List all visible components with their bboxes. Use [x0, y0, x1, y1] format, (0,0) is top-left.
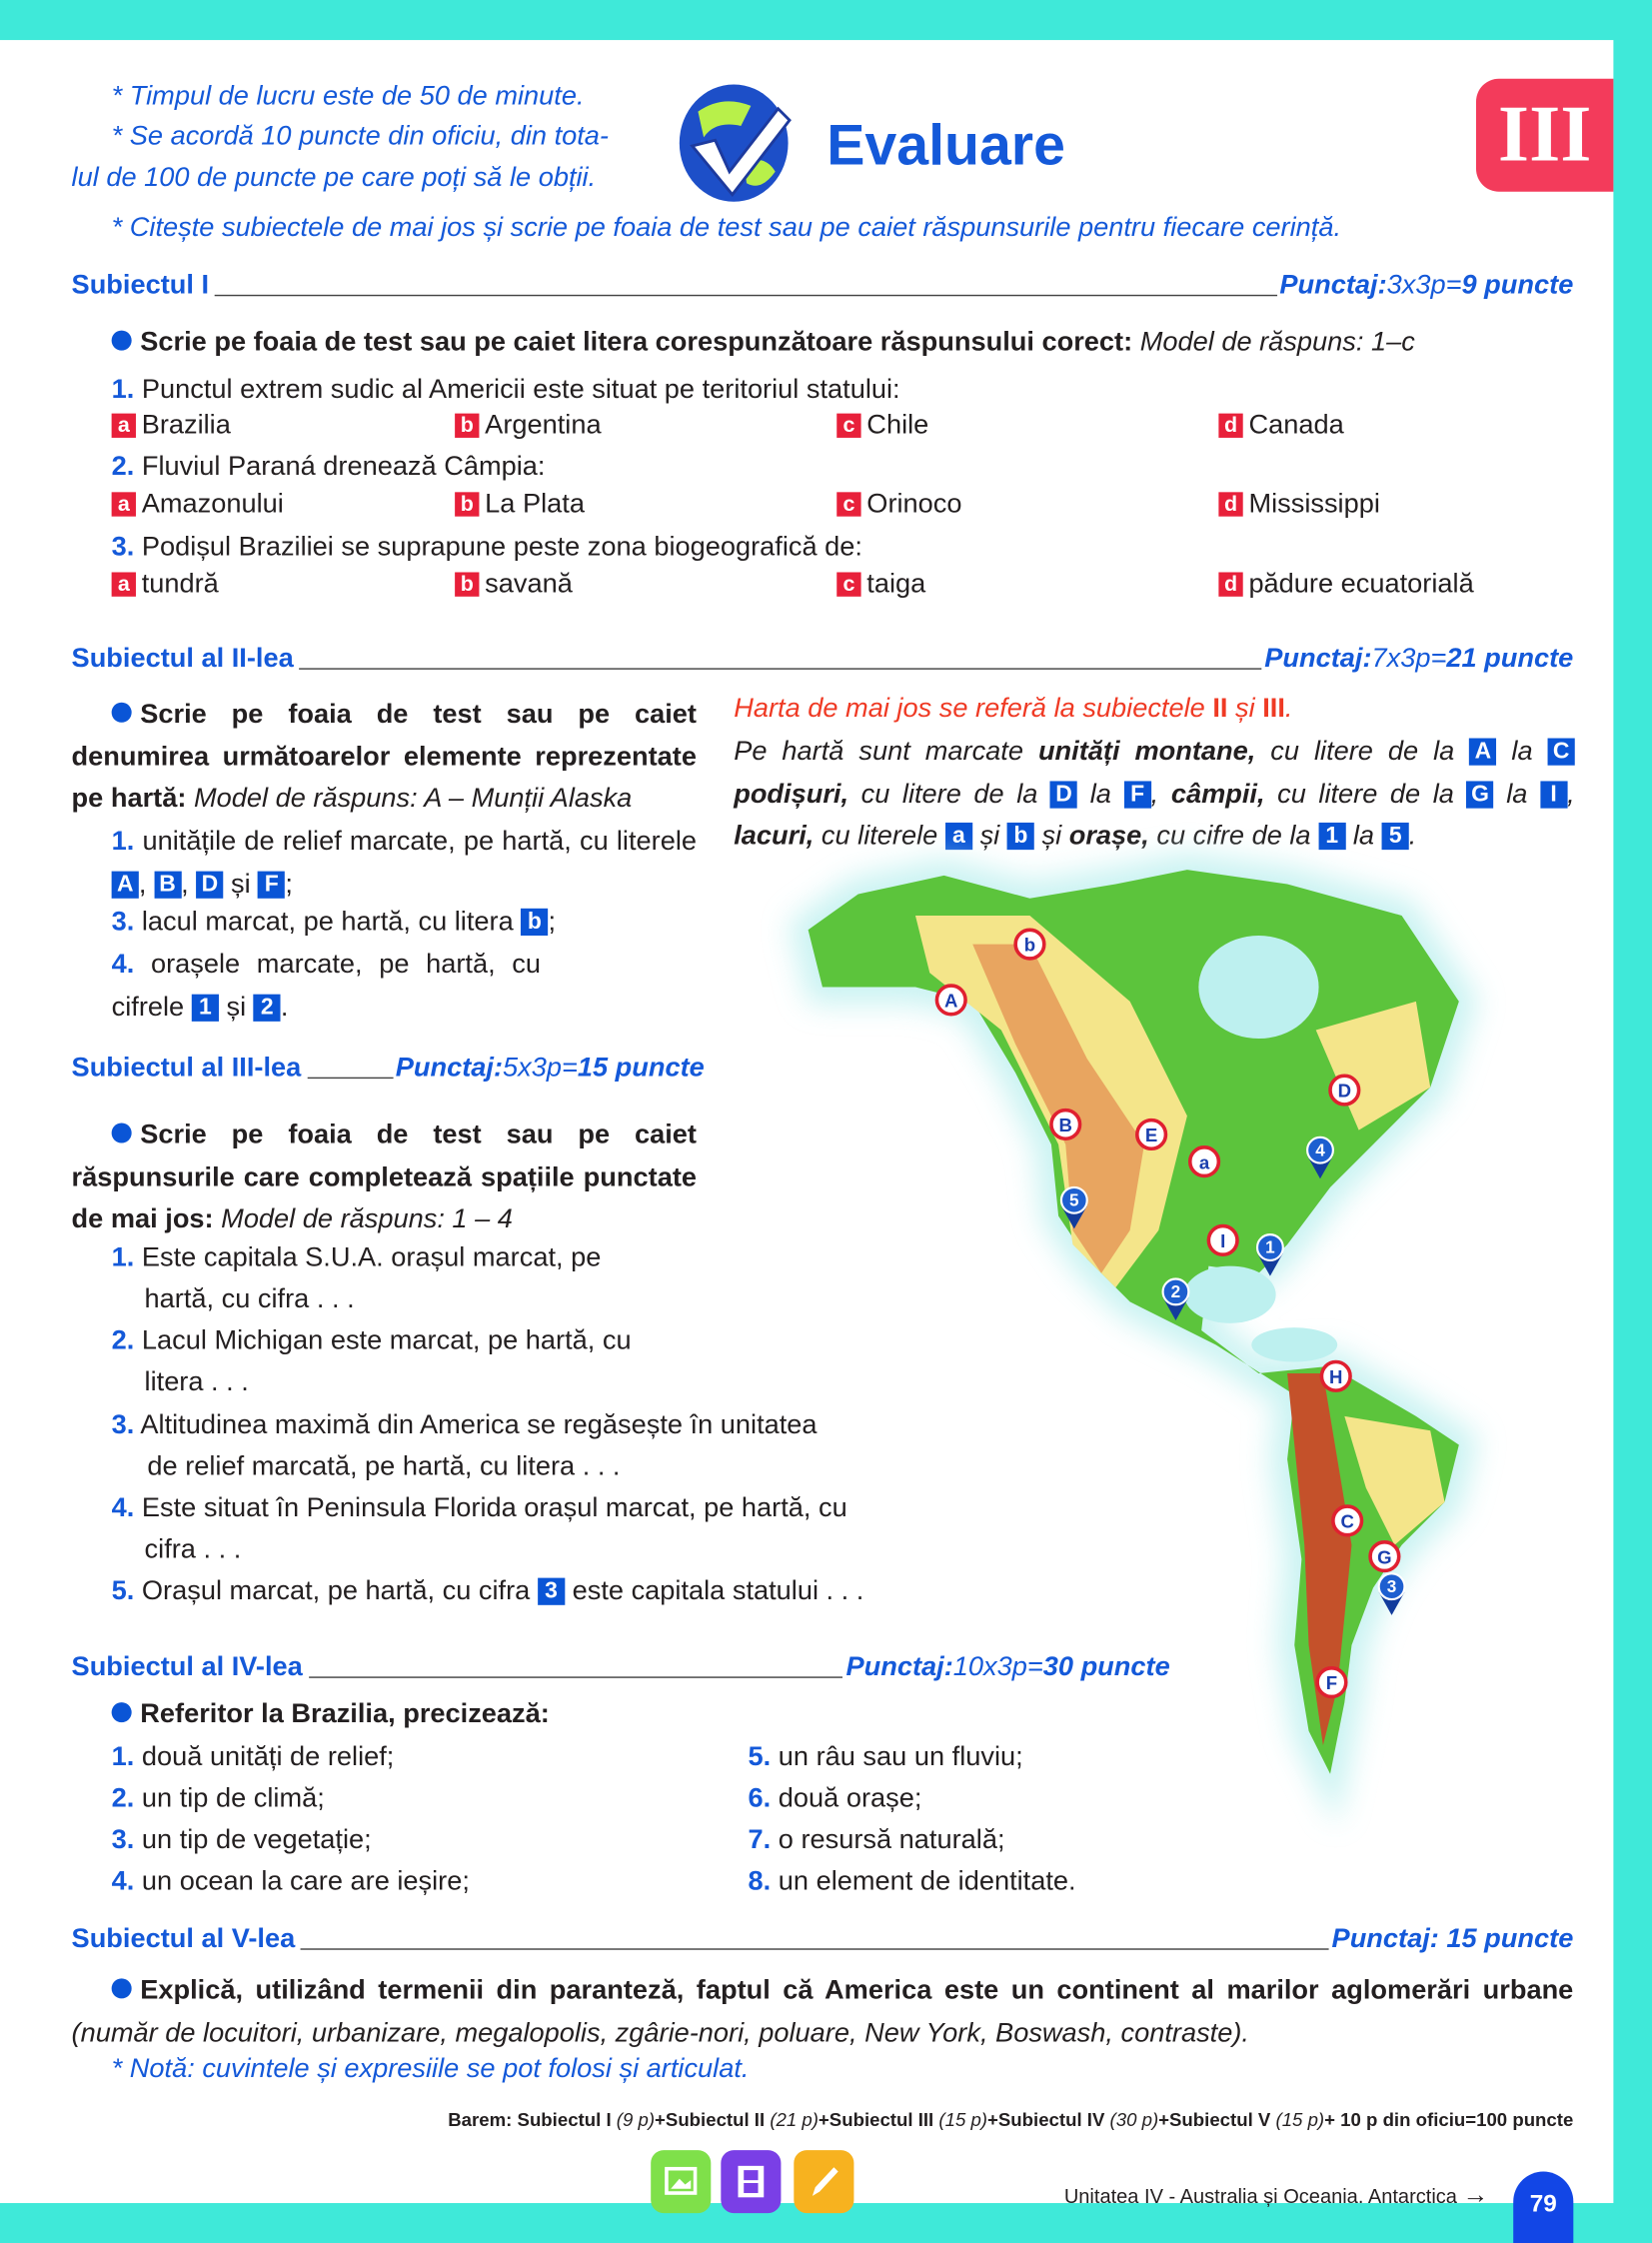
subject-4-item: [112, 1867, 470, 1898]
instruction-text: Explică, utilizând termenii din paranteză, faptul că America este un continent al marilor aglomerări urbane: [140, 1975, 1574, 2006]
key-badge: I: [1540, 781, 1567, 808]
svg-text:H: H: [1329, 1365, 1343, 1387]
option-text: Chile: [866, 410, 929, 441]
item-number: 3.: [111, 1410, 135, 1441]
marker-E: [1137, 1121, 1166, 1149]
note-text: ,: [1150, 779, 1159, 810]
svg-text:3: 3: [1386, 1575, 1397, 1596]
marker-A: [936, 986, 965, 1015]
page-title: Evaluare: [826, 114, 1065, 178]
item-number: 7.: [748, 1825, 772, 1856]
subject-4-item: [749, 1742, 1023, 1773]
film-icon[interactable]: [721, 2150, 781, 2213]
marker-H: [1321, 1362, 1350, 1391]
question-number: 3.: [111, 532, 135, 563]
key-badge: 1: [1318, 823, 1345, 850]
score-label: Punctaj:: [1279, 270, 1387, 301]
option-letter: d: [1218, 414, 1242, 438]
barem-item: +Subiectul III: [818, 2108, 939, 2131]
svg-text:b: b: [1023, 934, 1036, 956]
bullet-icon: [112, 1122, 132, 1142]
key-badge: 3: [538, 1578, 565, 1605]
svg-text:1: 1: [1265, 1236, 1275, 1257]
option-text: tundră: [141, 569, 219, 600]
score-total: 9 puncte: [1461, 270, 1574, 301]
item-text: Orașul marcat, pe hartă, cu cifra: [141, 1576, 538, 1607]
question-number: 1.: [111, 374, 135, 406]
caribbean-sea: [1251, 1327, 1337, 1361]
note-text: cu cifre de la: [1148, 821, 1319, 852]
svg-text:C: C: [1340, 1510, 1354, 1532]
barem-points: (30 p): [1109, 2108, 1159, 2131]
score-formula: 10x3p=: [952, 1652, 1043, 1683]
subject-4-item: [112, 1742, 395, 1773]
subject-3-item-3: [112, 1410, 818, 1441]
score-total: Punctaj: 15 puncte: [1331, 1923, 1574, 1955]
hudson-bay: [1198, 936, 1318, 1039]
subject-3-item-1-cont: hartă, cu cifra . . .: [144, 1284, 355, 1315]
bullet-icon: [112, 1978, 132, 1998]
item-number: 4.: [111, 1493, 135, 1524]
key-badge: F: [258, 871, 285, 898]
note-text: câmpii,: [1170, 779, 1265, 810]
marker-I: [1208, 1226, 1237, 1255]
item-number: 4.: [111, 950, 135, 981]
marker-F: [1317, 1668, 1346, 1697]
key-badge: b: [1007, 823, 1034, 850]
option-text: Argentina: [485, 410, 602, 441]
score-formula: 5x3p=: [502, 1053, 578, 1084]
note-text: unități montane,: [1037, 737, 1256, 768]
note-text: cu litere de la: [1264, 779, 1467, 810]
subject-4-item: [112, 1784, 325, 1815]
note-text: Harta de mai jos se referă la subiectele: [734, 694, 1213, 725]
note-text: cu litere de la: [1255, 737, 1470, 768]
subject-title: Subiectul al IV-lea: [71, 1652, 303, 1683]
arrow-right-icon: →: [1462, 2180, 1489, 2209]
barem-points: (9 p): [616, 2108, 656, 2131]
option-text: taiga: [866, 569, 926, 600]
score-label: Punctaj:: [845, 1652, 953, 1683]
item-number: 2.: [111, 1783, 135, 1814]
note-text: lacuri,: [734, 821, 815, 852]
option-text: La Plata: [485, 489, 585, 520]
option-letter: c: [836, 414, 860, 438]
note-text: și: [1033, 821, 1069, 852]
unit-badge: III: [1476, 79, 1613, 192]
subject-title: Subiectul al III-lea: [71, 1053, 302, 1084]
subject-5-note: * Notă: cuvintele și expresiile se pot folosi și articulat.: [111, 2054, 750, 2085]
item-text: un tip de climă;: [141, 1783, 325, 1814]
grading-scale: [448, 2109, 1573, 2130]
score-label: Punctaj:: [1264, 644, 1372, 675]
marker-a: [1190, 1147, 1219, 1176]
note-text: podișuri,: [734, 779, 849, 810]
next-unit-link[interactable]: [1064, 2180, 1488, 2210]
gulf-of-mexico: [1184, 1266, 1276, 1323]
key-badge: 2: [254, 994, 281, 1021]
question-text: Fluviul Paraná drenează Câmpia:: [141, 452, 546, 483]
svg-text:I: I: [1220, 1230, 1226, 1252]
separator: ,: [181, 869, 197, 900]
option-text: savană: [485, 569, 573, 600]
question-text: Podișul Braziliei se suprapune peste zona biogeografică de:: [141, 532, 862, 563]
image-icon[interactable]: [651, 2150, 711, 2213]
key-badge: A: [1469, 738, 1496, 765]
option-text: Canada: [1248, 410, 1344, 441]
separator: și: [218, 992, 254, 1023]
subject-3-item-4-cont: cifra . . .: [144, 1534, 242, 1565]
barem-item: +Subiectul II: [655, 2108, 771, 2131]
item-text: un element de identitate.: [778, 1866, 1076, 1897]
marker-B: [1051, 1111, 1080, 1139]
option-text: Amazonului: [141, 489, 284, 520]
bullet-icon: [112, 1702, 132, 1722]
item-number: 3.: [111, 1825, 135, 1856]
subject-3-item-4: [112, 1493, 847, 1524]
score-total: 21 puncte: [1446, 644, 1574, 675]
score-label: Punctaj:: [395, 1053, 503, 1084]
key-badge: B: [154, 871, 181, 898]
subject-3-header: [72, 1053, 705, 1084]
note-text: .: [1284, 694, 1293, 725]
item-text: două orașe;: [778, 1783, 922, 1814]
points-note-cont: lul de 100 de puncte pe care poți să le obții.: [71, 163, 597, 194]
option-text: Brazilia: [141, 410, 231, 441]
barem-points: (15 p): [938, 2108, 988, 2131]
key-badge: G: [1466, 781, 1493, 808]
option-letter: b: [455, 492, 479, 516]
separator: ;: [285, 869, 293, 900]
note-text: II: [1212, 694, 1228, 725]
note-text: ,: [1567, 779, 1575, 810]
item-text: o resursă naturală;: [778, 1825, 1005, 1856]
item-number: 1.: [111, 1242, 135, 1273]
key-badge: a: [945, 823, 972, 850]
score-total: 30 puncte: [1042, 1652, 1170, 1683]
score-formula: 3x3p=: [1386, 270, 1462, 301]
item-number: 5.: [748, 1742, 772, 1773]
svg-text:A: A: [944, 990, 958, 1012]
subject-3-item-3-cont: de relief marcată, pe hartă, cu litera . . .: [147, 1451, 621, 1482]
item-number: 1.: [111, 1742, 135, 1773]
subject-3-instruction: [72, 1115, 697, 1241]
item-number: 2.: [111, 1325, 135, 1356]
key-badge: F: [1123, 781, 1150, 808]
note-text: la: [1496, 737, 1548, 768]
item-number: 6.: [748, 1783, 772, 1814]
item-number: 3.: [111, 907, 135, 938]
option-letter: b: [455, 414, 479, 438]
item-text: două unități de relief;: [141, 1742, 395, 1773]
item-text: Este capitala S.U.A. orașul marcat, pe: [141, 1242, 602, 1273]
subject-title: Subiectul I: [71, 270, 210, 301]
separator: și: [223, 869, 259, 900]
note-text: .: [1408, 821, 1417, 852]
note-text: la: [1493, 779, 1540, 810]
subject-5-instruction: [72, 1970, 1574, 2054]
option-letter: a: [112, 572, 136, 596]
subject-4-item: [749, 1867, 1076, 1898]
item-text: orașele marcate, pe hartă, cu cifrele: [111, 950, 541, 1023]
option-letter: a: [112, 414, 136, 438]
subject-3-item-2: [112, 1326, 632, 1357]
option-text: Orinoco: [866, 489, 962, 520]
separator: .: [280, 992, 289, 1023]
note-text: orașe,: [1068, 821, 1149, 852]
item-number: 8.: [748, 1866, 772, 1897]
points-note: * Se acordă 10 puncte din oficiu, din tota-: [111, 121, 609, 152]
option-letter: d: [1218, 492, 1242, 516]
note-text: la: [1077, 779, 1124, 810]
next-unit-text: Unitatea IV - Australia și Oceania. Antarctica: [1063, 2184, 1457, 2208]
item-text: un ocean la care are ieșire;: [141, 1866, 470, 1897]
item-number: 4.: [111, 1866, 135, 1897]
item-text: Altitudinea maximă din America se regăsește în unitatea: [140, 1410, 818, 1441]
option-letter: a: [112, 492, 136, 516]
subject-4-header: [72, 1652, 1170, 1683]
page-number: 79: [1513, 2172, 1573, 2243]
instruction-text: Scrie pe foaia de test sau pe caiet denumirea următoarelor elemente reprezentate pe hartă:: [71, 699, 697, 815]
item-text: este capitala statului . . .: [565, 1576, 864, 1607]
marker-C: [1333, 1506, 1362, 1535]
svg-text:2: 2: [1170, 1281, 1181, 1302]
svg-text:5: 5: [1069, 1189, 1079, 1210]
note-text: cu litere de la: [848, 779, 1050, 810]
barem-label: Barem:: [448, 2108, 518, 2131]
marker-b: [1015, 930, 1044, 959]
svg-text:4: 4: [1315, 1139, 1325, 1160]
key-badge: D: [1050, 781, 1077, 808]
key-badge: C: [1548, 738, 1575, 765]
item-number: 5.: [111, 1576, 135, 1607]
pencil-icon[interactable]: [794, 2150, 853, 2213]
option-text: Mississippi: [1248, 489, 1380, 520]
question-number: 2.: [111, 452, 135, 483]
svg-text:F: F: [1325, 1672, 1338, 1694]
terms-list: (număr de locuitori, urbanizare, megalopolis, zgârie-nori, poluare, New York, Boswash, contraste).: [71, 2017, 1249, 2048]
answer-model: Model de răspuns: A – Munții Alaska: [186, 784, 633, 815]
note-text: cu literele: [814, 821, 945, 852]
time-note: * Timpul de lucru este de 50 de minute.: [111, 81, 585, 112]
barem-total: + 10 p din oficiu=100 puncte: [1324, 2108, 1574, 2131]
option-letter: b: [455, 572, 479, 596]
option-letter: d: [1218, 572, 1242, 596]
barem-points: (15 p): [1275, 2108, 1325, 2131]
key-badge: A: [112, 871, 139, 898]
subject-4-item: [749, 1784, 922, 1815]
svg-text:a: a: [1198, 1151, 1210, 1173]
option-letter: c: [836, 492, 860, 516]
subject-3-item-2-cont: litera . . .: [144, 1367, 249, 1398]
subject-title: Subiectul al V-lea: [71, 1923, 296, 1955]
svg-text:E: E: [1144, 1124, 1158, 1146]
item-text: Lacul Michigan este marcat, pe hartă, cu: [141, 1325, 632, 1356]
item-text: un râu sau un fluviu;: [778, 1742, 1023, 1773]
item-text: un tip de vegetație;: [141, 1825, 372, 1856]
instructions-note: * Citește subiectele de mai jos și scrie pe foaia de test sau pe caiet răspunsurile pentru fiecare cerință.: [111, 213, 1342, 244]
separator: ,: [138, 869, 154, 900]
separator: ;: [548, 907, 557, 938]
note-text: și: [972, 821, 1007, 852]
option-letter: c: [836, 572, 860, 596]
subject-3-item-1: [112, 1243, 602, 1274]
svg-text:D: D: [1337, 1080, 1352, 1102]
marker-D: [1330, 1076, 1359, 1105]
instruction-text: Referitor la Brazilia, precizează:: [140, 1699, 550, 1730]
key-badge: b: [521, 909, 548, 936]
answer-model: Model de răspuns: 1–c: [1132, 327, 1415, 358]
answer-model: Model de răspuns: 1 – 4: [213, 1204, 513, 1235]
score-formula: 7x3p=: [1371, 644, 1447, 675]
subject-4-item: [749, 1825, 1005, 1856]
barem-item: Subiectul I: [517, 2108, 617, 2131]
instruction-text: Scrie pe foaia de test sau pe caiet răspunsurile care completează spațiile punctate de mai jos:: [71, 1120, 697, 1235]
svg-text:G: G: [1377, 1546, 1392, 1568]
svg-text:B: B: [1058, 1115, 1072, 1136]
marker-G: [1370, 1542, 1399, 1571]
note-text: și: [1227, 694, 1263, 725]
barem-item: +Subiectul IV: [987, 2108, 1110, 2131]
note-text: Pe hartă sunt marcate: [734, 737, 1038, 768]
subject-4-item: [112, 1825, 372, 1856]
subject-4-instruction: [112, 1699, 550, 1730]
note-text: III: [1262, 694, 1285, 725]
subject-5-header: [72, 1924, 1574, 1955]
instruction-text: Scrie pe foaia de test sau pe caiet litera corespunzătoare răspunsului corect:: [140, 327, 1133, 358]
note-text: la: [1345, 821, 1382, 852]
score-total: 15 puncte: [577, 1053, 705, 1084]
barem-item: +Subiectul V: [1158, 2108, 1276, 2131]
question-text: Punctul extrem sudic al Americii este situat pe teritoriul statului:: [141, 374, 900, 406]
item-text: unitățile de relief marcate, pe hartă, cu literele: [142, 827, 697, 858]
subject-title: Subiectul al II-lea: [71, 644, 294, 675]
item-number: 1.: [111, 827, 135, 858]
option-text: pădure ecuatorială: [1248, 569, 1474, 600]
item-text: lacul marcat, pe hartă, cu litera: [141, 907, 522, 938]
subject-3-item-5: [112, 1576, 864, 1607]
item-text: Este situat în Peninsula Florida orașul marcat, pe hartă, cu: [141, 1493, 847, 1524]
key-badge: D: [196, 871, 223, 898]
barem-points: (21 p): [770, 2108, 819, 2131]
key-badge: 5: [1382, 823, 1409, 850]
key-badge: 1: [192, 994, 219, 1021]
